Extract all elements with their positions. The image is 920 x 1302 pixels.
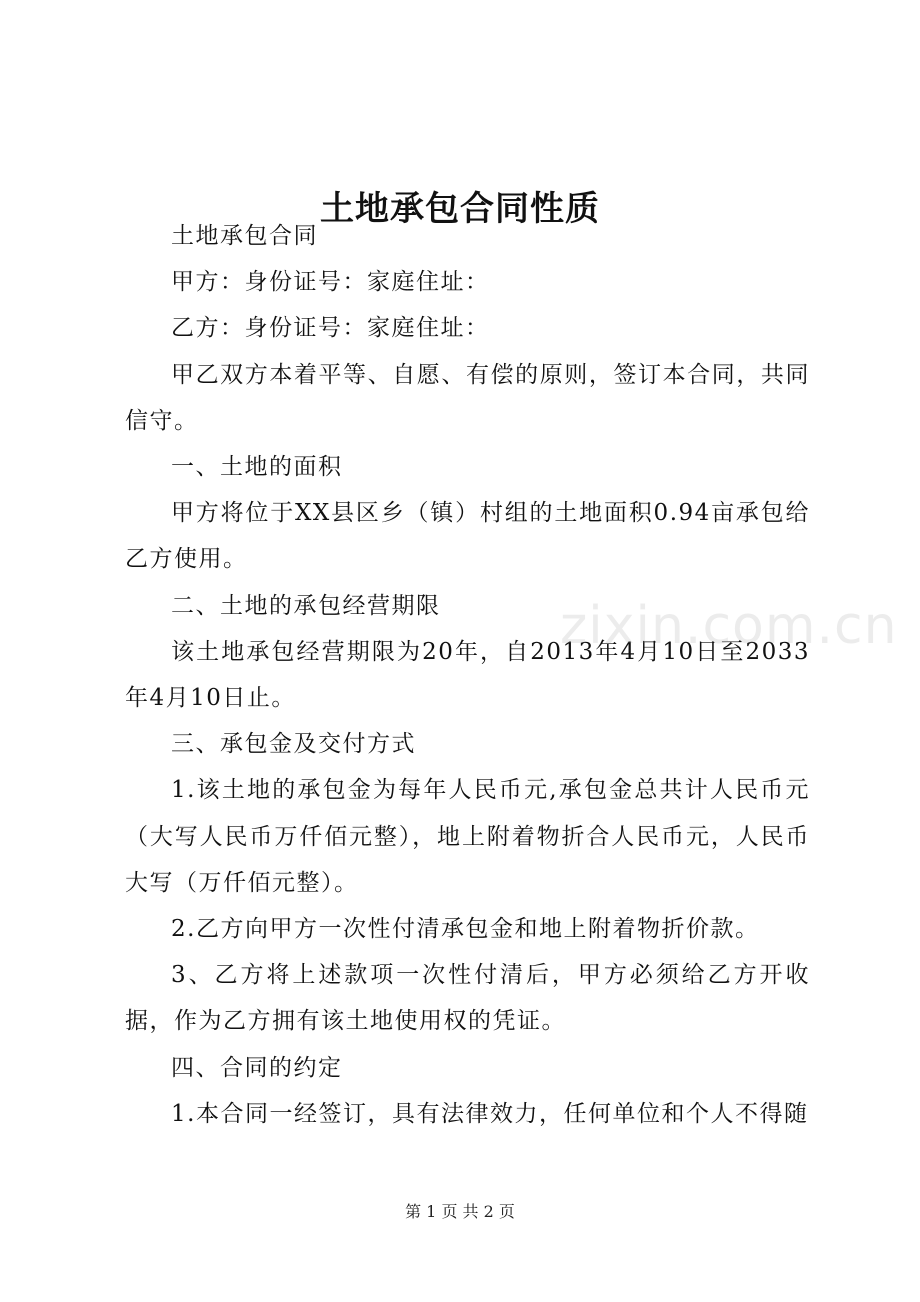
page-footer: 第 1 页 共 2 页 <box>405 1202 515 1221</box>
paragraph-contract-heading: 土地承包合同 <box>171 223 318 249</box>
watermark: zixin.com.cn <box>560 596 898 656</box>
section-heading-agreement: 四、合同的约定 <box>171 1054 343 1081</box>
paragraph-party-b: 乙方：身份证号：家庭住址： <box>171 315 490 342</box>
document-body <box>125 213 810 1137</box>
paragraph-payment-2: 2.乙方向甲方一次性付清承包金和地上附着物折价款。 <box>171 916 760 943</box>
paragraph-land-area: 甲方将位于XX县区乡（镇）村组的土地面积0.94亩承包给乙方使用。 <box>125 500 810 573</box>
paragraph-term: 该土地承包经营期限为20年，自2013年4月10日至2033年4月10日止。 <box>125 638 810 712</box>
section-heading-payment: 三、承包金及交付方式 <box>171 731 416 758</box>
paragraph-agreement-1: 1.本合同一经签订，具有法律效力，任何单位和个人不得随 <box>171 1100 809 1127</box>
section-heading-land-area: 一、土地的面积 <box>171 454 343 481</box>
paragraph-payment-3: 3、乙方将上述款项一次性付清后，甲方必须给乙方开收据，作为乙方拥有该土地使用权的凭证。 <box>125 962 810 1035</box>
paragraph-party-a: 甲方：身份证号：家庭住址： <box>171 269 490 296</box>
section-heading-term: 二、土地的承包经营期限 <box>171 592 441 619</box>
document-title: 土地承包合同性质 <box>320 188 600 229</box>
paragraph-payment-1: 1.该土地的承包金为每年人民币元,承包金总共计人民币元（大写人民币万仟佰元整），地上附着物折合人民币元，人民币大写（万仟佰元整）。 <box>125 777 810 896</box>
paragraph-principle: 甲乙双方本着平等、自愿、有偿的原则，签订本合同，共同信守。 <box>125 361 810 434</box>
